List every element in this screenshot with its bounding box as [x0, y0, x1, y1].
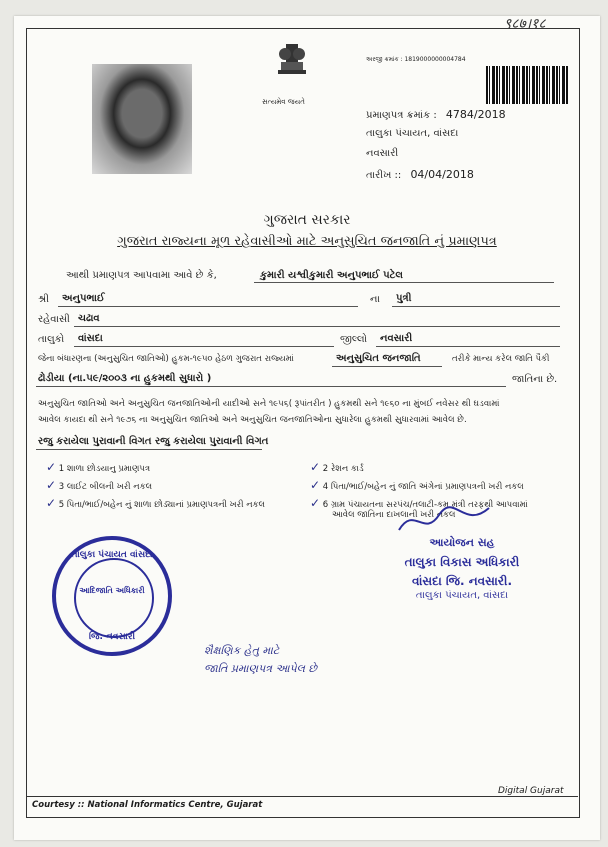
- certificate-date: 04/04/2018: [410, 168, 474, 181]
- issuing-office: તાલુકા પંચાયત, વાંસદા: [366, 128, 459, 139]
- taluka-label: તાલુકો: [38, 334, 65, 345]
- district-label: જીલ્લો: [340, 334, 368, 345]
- certificate-sheet: [14, 16, 600, 840]
- document-text: પિતા/ભાઈ/બહેન નું શાળા છોડ્યાનાં પ્રમાણપત્રની ખરી નકલ: [66, 500, 265, 510]
- jati-value: અનુસુચિત જનજાતિ: [336, 353, 421, 364]
- document-number: 1: [58, 464, 65, 474]
- document-number: 6: [322, 500, 329, 510]
- document-text: લાઈટ બીલની ખરી નકલ: [66, 482, 153, 492]
- relation-underline: [392, 306, 560, 307]
- document-number: 2: [322, 464, 329, 474]
- stamp-middle-text: આદિજાતિ અધિકારી: [79, 586, 145, 595]
- name-underline: [254, 282, 554, 283]
- top-right-number: ९८७।१८: [504, 16, 546, 32]
- village-underline: [74, 326, 560, 327]
- cert-number: 4784/2018: [445, 108, 506, 121]
- document-item: ✓ 2 રેશન કાર્ડ: [310, 460, 364, 474]
- recognized-text: તરીકે માન્ય કરેલ જાતિ પૈકી: [452, 354, 550, 364]
- resident-label: રહેવાસી: [38, 314, 70, 325]
- village-value: ચઢાવ: [78, 313, 100, 324]
- taluka-value: વાંસદા: [78, 333, 103, 344]
- document-text: ગ્રામ પંચાયતના સરપંચ/તલાટી-કમ મંત્રી તરફથી આપવામાં: [330, 500, 528, 510]
- footer-courtesy: Courtesy :: National Informatics Centre, Gujarat: [32, 800, 263, 810]
- para-line-2: આવેલ કાયદા થી સને ૧૯૭૬ ના અનુસુચિત જાતિઓ અને અનુસુચિત જનજાતિઓના સુધારેલા હુકમથી સુધારવામાં આવેલ છે.: [38, 415, 467, 425]
- certificate-date-row: [366, 168, 474, 181]
- applicant-photo: [92, 64, 192, 174]
- signature-line-3: વાંસદા જિ. નવસારી.: [411, 574, 513, 588]
- documents-heading-underline: [36, 449, 262, 450]
- footer-divider: [26, 796, 578, 797]
- issuing-district: નવસારી: [366, 148, 399, 159]
- handwritten-note-line-1: શૈક્ષણિક હેતુ માટે: [204, 644, 280, 657]
- signature-line-1: આયોજન સહ: [429, 536, 495, 549]
- document-item: ✓ 4 પિતા/ભાઈ/બહેન નું જાતિ અંગેનાં પ્રમાણપત્રની ખરી નકલ: [310, 478, 524, 492]
- district-value: નવસારી: [380, 333, 413, 344]
- caste-value: ઢોડીયા (ના.૫૯/૨૦૦૩ ના હુકમથી સુધારો ): [38, 373, 212, 384]
- application-number: અરજી ક્રમાંક : 1819000000004784: [366, 56, 466, 63]
- footer-brand: Digital Gujarat: [498, 786, 564, 796]
- officer-signature-icon: [394, 500, 494, 540]
- document-item: ✓ 1 શાળા છોડયાનુ પ્રમાણપત્ર: [46, 460, 151, 474]
- document-item: ✓ 3 લાઈટ બીલની ખરી નકલ: [46, 478, 153, 492]
- cert-number-label: પ્રમાણપત્ર ક્રમાંક :: [366, 110, 437, 121]
- certificate-number-label: [366, 108, 506, 121]
- applicant-name: કુમારી યશ્વીકુમારી અનુપભાઈ પટેલ: [260, 270, 403, 281]
- office-stamp: [52, 536, 172, 656]
- state-emblem-icon: [272, 40, 312, 96]
- intro-text: આથી પ્રમાણપત્ર આપવામા આવે છે કે,: [66, 270, 217, 281]
- jati-underline: [332, 366, 442, 367]
- documents-heading: રજુ કરાયેલા પુરાવાની વિગત રજુ કરાયેલા પુરાવાની વિગત: [38, 436, 269, 447]
- signature-line-2: તાલુકા વિકાસ અધિકારી: [404, 555, 520, 569]
- document-item-continuation: આવેલ જાતિના દાખલાની ખરી નકલ: [332, 510, 456, 520]
- document-number: 4: [322, 482, 329, 492]
- father-underline: [58, 306, 358, 307]
- stamp-top-text: તાલુકા પંચાયત વાંસદા: [71, 550, 153, 560]
- stamp-bottom-text: જિ. નવસારી: [88, 632, 136, 642]
- document-item: ✓ 5 પિતા/ભાઈ/બહેન નું શાળા છોડ્યાનાં પ્રમાણપત્રની ખરી નકલ: [46, 496, 265, 510]
- father-name: અનુપભાઈ: [62, 293, 105, 304]
- jati-text: જેના બંધારણના (અનુસુચિત જાતિઓ) હુકમ-૧૯૫૦ હેઠળ ગુજરાત રાજ્યમાં: [38, 354, 294, 364]
- certificate-title: ગુજરાત રાજ્યના મૂળ રહેવાસીઓ માટે અનુસુચિત જનજાતિ નું પ્રમાણપત્ર: [117, 234, 497, 249]
- date-label: તારીખ ::: [366, 170, 402, 181]
- signature-line-4: તાલુકા પંચાયત, વાંસદા: [415, 590, 509, 601]
- handwritten-note-line-2: જાતિ પ્રમાણપત્ર આપેલ છે: [204, 662, 317, 675]
- document-text: શાળા છોડયાનુ પ્રમાણપત્ર: [66, 464, 151, 474]
- document-number: 3: [58, 482, 65, 492]
- district-underline: [376, 346, 560, 347]
- stamp-inner-ring: [74, 558, 154, 638]
- relation-value: પુત્રી: [396, 293, 412, 304]
- emblem-caption: સત્યમેવ જયતે: [262, 98, 305, 106]
- document-item: ✓ 6 ગ્રામ પંચાયતના સરપંચ/તલાટી-કમ મંત્રી તરફથી આપવામાં: [310, 496, 528, 510]
- caste-suffix: જાતિના છે.: [512, 374, 558, 385]
- document-text: રેશન કાર્ડ: [330, 464, 364, 474]
- caste-underline: [36, 386, 506, 387]
- taluka-underline: [74, 346, 334, 347]
- documents-left-list: [46, 460, 306, 514]
- government-title: ગુજરાત સરકાર: [263, 212, 351, 228]
- document-number: 5: [58, 500, 65, 510]
- document-text: પિતા/ભાઈ/બહેન નું જાતિ અંગેનાં પ્રમાણપત્રની ખરી નકલ: [330, 482, 524, 492]
- para-line-1: અનુસુચિત જાતિઓ અને અનુસુચિત જનજાતિઓની યાદીઓ સને ૧૯૫૬( રૂપાંતરીત ) હુકમથી સને ૧૯૬૦ ના મુંબઈ નવેસર થી ઘડવામાં: [38, 399, 500, 409]
- na-label: ના: [370, 294, 380, 305]
- shri-label: શ્રી: [38, 294, 50, 305]
- barcode: [486, 66, 568, 104]
